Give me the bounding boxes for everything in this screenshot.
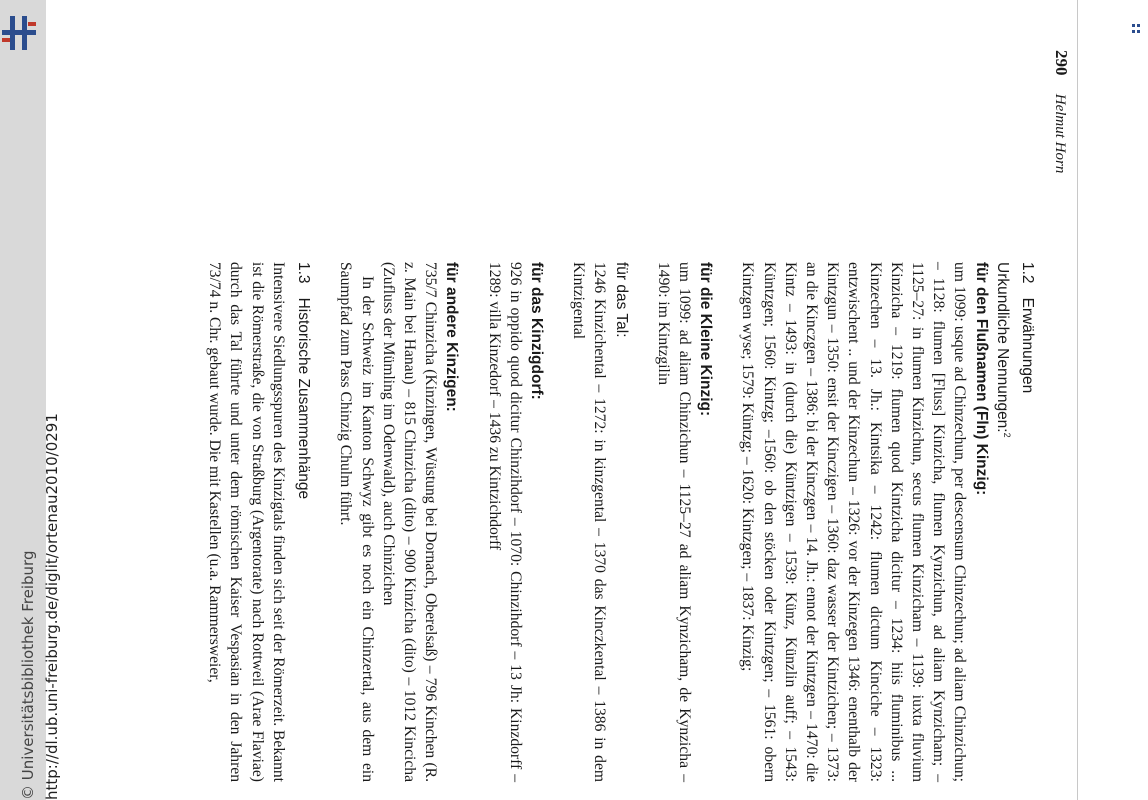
paragraph-tal: 1246 Kinzichental – 1272: in kinzgental – 1370 das Kinczkental – 1386 in dem Kintzigental xyxy=(570,262,609,782)
paragraph-kleine-kinzig: um 1099: ad aliam Chinzichun – 1125–27 ad aliam Kynzicham, de Kynzicha – 1490: im Kintzgilin xyxy=(654,262,693,782)
page-body xyxy=(204,262,1038,782)
running-author: Helmut Horn xyxy=(1052,93,1068,174)
label-kinzigdorf: für das Kinzigdorf: xyxy=(527,262,545,400)
document-url[interactable]: http://dl.ub.uni-freiburg.de/diglit/ortenau2010/0291 xyxy=(43,413,61,800)
label-kleine-kinzig: für die Kleine Kinzig: xyxy=(697,262,715,417)
section-heading-1-2: 1.2Erwähnungen xyxy=(1019,262,1036,394)
label-andere-kinzigen: für andere Kinzigen: xyxy=(443,262,461,412)
paragraph-flussnamen: um 1099: usque ad Chinzechun, per descensum Chinzechun; ad aliam Chinzichun; – 1128: flumen [Fluss] Kinzicha, flumen Kynzichun, ad aliam Kynzicham; – 1125–27: in flumen Kinzichun, secus flumen Kinzicham – 1139: iuxta fluvium Kinzicha – 1219: flumen quod Kintzicha dicitur – 1234: hiis fluminibus ... Kinzechen – 13. Jh.: Kintsika – 1242: flumen dictum Kinciche – 1323: entzwischent .. und der Kinzechun – 1326: vor der Kinzegen 1346: enenthalb der Kintzgun – 1350: ensit der Kinczigen – 1360: daz wasser der Kintzichen; – 1373: an die Kinczgen – 1386: bi der Kinczgen – 14. Jh.: ennot der Kintzgen – 1470: die Kintz – 1493: in (durch die) Küntzigen – 1539: Künz, Künzlin auff; – 1543: Küntzgen; 1560: Kintzg; –1560: ob den stöcken oder Kintzgen; – 1561: obern Kintzgen wyse; 1579: Küntzg; – 1620: Kintzgen; – 1837: Kinzig; xyxy=(739,262,969,782)
viewer-right-strip xyxy=(1077,0,1148,800)
paragraph-andere-kinzigen: 735/7 Chinzicha (Kinzingen, Wüstung bei Dornach, Oberelsaß) – 796 Kinchen (R. z. Main bei Hanau) – 815 Chinzicha (dito) – 900 Kinzicha (dito) – 1012 Kincicha (Zufluss der Mümling im Odenwald), auch Chinzichen xyxy=(379,262,440,782)
page-number: 290 xyxy=(1052,50,1071,76)
paragraph-kinzigdorf: 926 in oppido quod dicitur Chinzihdorf – 1070: Chinzihdorf – 13 Jh: Kinzdorff – 1289: villa Kinzedorf – 1436 zu Kintzichdorff xyxy=(485,262,524,782)
page-header xyxy=(1049,50,1072,750)
section-heading-1-3: 1.3Historische Zusammenhänge xyxy=(295,262,313,500)
rotated-document-page xyxy=(48,0,1078,800)
paragraph-schweiz: In der Schweiz im Kanton Schwyz gibt es noch ein Chinzertal, aus dem ein Saumpfad zum Pass Chinzig Chulm führt. xyxy=(337,262,376,782)
label-flussnamen: für den Flußnamen (Fln) Kinzig: xyxy=(972,262,990,496)
viewer-left-strip xyxy=(0,0,61,800)
grid-icon xyxy=(1132,24,1142,38)
subheading-nennungen: Urkundliche Nennungen:$^2$ xyxy=(993,262,1012,438)
paragraph-historische-zusammenhaenge: Intensivere Siedlungsspuren des Kinzigtals finden sich seit der Römerzeit. Bekannt ist die Römerstraße, die von Straßburg (Argentorate) nach Rottweil (Arae Flaviae) durch das Tal führte und unter dem römischen Kaiser Vespasian in den Jahren 73/74 n. Chr. gebaut wurde. Die mit Kastellen (u.a. Rammersweier, xyxy=(206,262,287,782)
copyright-notice: © Universitätsbibliothek Freiburg xyxy=(19,550,37,800)
label-tal: für das Tal: xyxy=(612,262,630,338)
